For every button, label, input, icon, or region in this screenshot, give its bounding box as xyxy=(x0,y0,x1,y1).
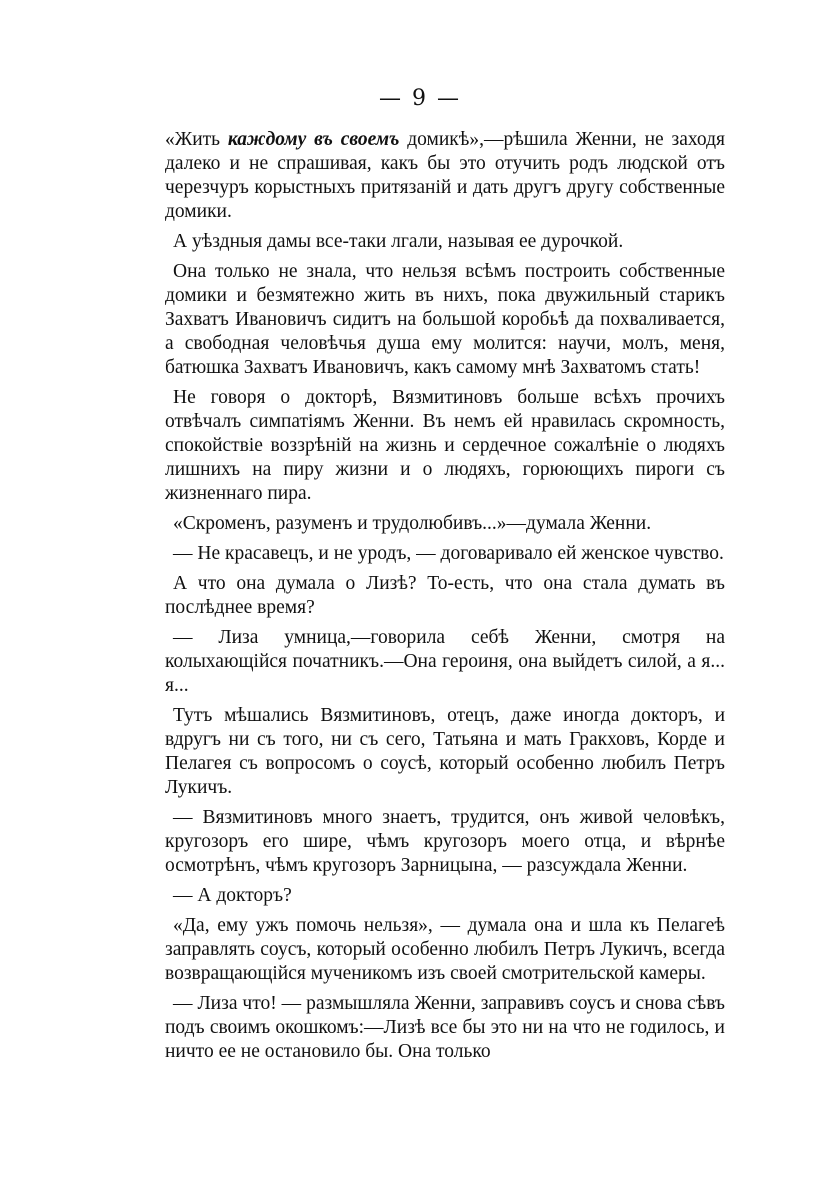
paragraph-5: «Скроменъ, разуменъ и трудолюбивъ...»—думала Женни. xyxy=(173,513,652,534)
paragraph-12: «Да, ему ужъ помочь нельзя», — думала она и шла къ Пелагеѣ заправлять соусъ, который особенно любилъ Петръ Лукичъ, всегда возвращающійся мученикомъ изъ своей смотрительской камеры. xyxy=(165,915,725,984)
paragraph-11: — А докторъ? xyxy=(173,885,292,906)
paragraph-13: — Лиза что! — размышляла Женни, заправивъ соусъ и снова сѣвъ подъ своимъ окошкомъ:—Лизѣ все бы это ни на что не годилось, и ничто ее не остановило бы. Она только xyxy=(165,993,725,1062)
paragraph-9: Тутъ мѣшались Вязмитиновъ, отецъ, даже иногда докторъ, и вдругъ ни съ того, ни съ сего, Татьяна и мать Гракховъ, Корде и Пелагея съ вопросомъ о соусѣ, который особенно любилъ Петръ Лукичъ. xyxy=(165,705,725,798)
paragraph-2: А уѣздныя дамы все-таки лгали, называя ее дурочкой. xyxy=(173,231,624,252)
paragraph-1-emphasis: каждому въ своемъ xyxy=(227,129,400,150)
page-text-body xyxy=(165,128,725,1070)
page-number: — 9 — xyxy=(379,86,461,111)
paragraph-8: — Лиза умница,—говорила себѣ Женни, смотря на колыхающійся початникъ.—Она героиня, она выйдетъ силой, а я... я... xyxy=(165,627,725,696)
paragraph-1 xyxy=(165,128,725,224)
paragraph-3: Она только не знала, что нельзя всѣмъ построить собственные домики и безмятежно жить въ нихъ, пока двужильный старикъ Захватъ Ивановичъ сидитъ на большой коробьѣ да похваливается, а свободная человѣчья душа ему молится: научи, молъ, меня, батюшка Захватъ Ивановичъ, какъ самому мнѣ Захватомъ стать! xyxy=(165,261,725,378)
paragraph-10: — Вязмитиновъ много знаетъ, трудится, онъ живой человѣкъ, кругозоръ его шире, чѣмъ кругозоръ моего отца, и вѣрнѣе осмотрѣнъ, чѣмъ кругозоръ Зарницына, — разсуждала Женни. xyxy=(165,807,725,876)
paragraph-4: Не говоря о докторѣ, Вязмитиновъ больше всѣхъ прочихъ отвѣчалъ симпатіямъ Женни. Въ немъ ей нравилась скромность, спокойствіе воззрѣній на жизнь и сердечное сожалѣніе о людяхъ лишнихъ на пиру жизни и о людяхъ, горюющихъ пироги съ жизненнаго пира. xyxy=(165,387,725,504)
paragraph-1-lead: «Жить xyxy=(165,129,228,150)
paragraph-1-rest: домикѣ»,—рѣшила Женни, не заходя далеко и не спрашивая, какъ бы это отучить родъ людской отъ черезчуръ корыстныхъ притязаній и дать другъ другу собственные домики. xyxy=(165,129,725,222)
paragraph-6: — Не красавецъ, и не уродъ, — договаривало ей женское чувство. xyxy=(173,543,724,564)
paragraph-7: А что она думала о Лизѣ? То-есть, что она стала думать въ послѣднее время? xyxy=(165,573,725,618)
